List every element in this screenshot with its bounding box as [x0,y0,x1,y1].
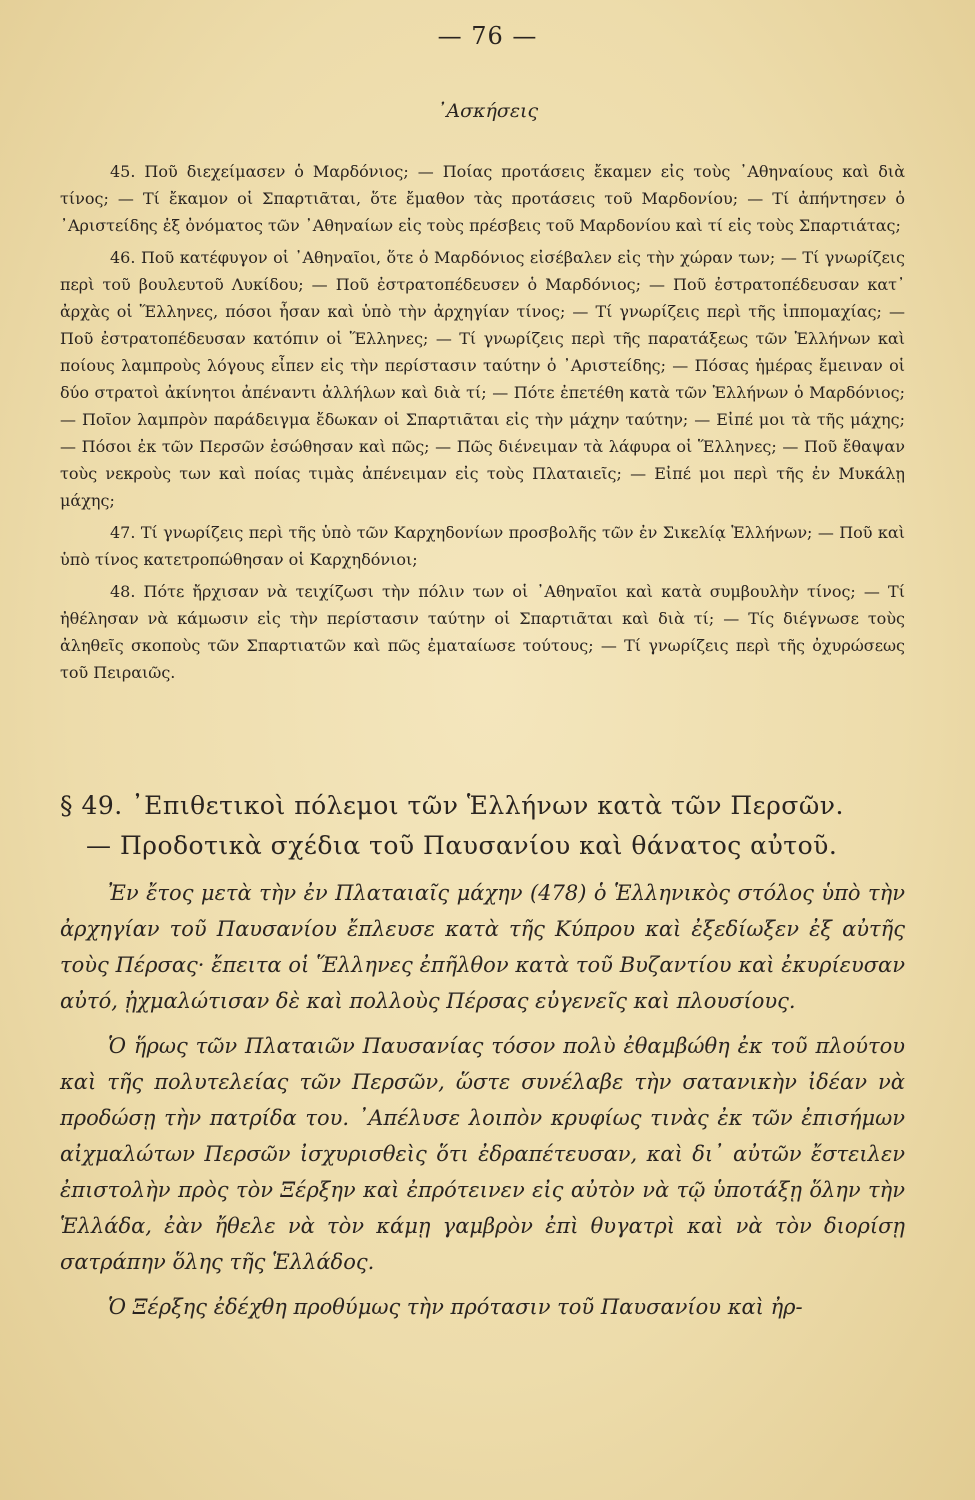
exercise-item: 48. Πότε ἤρχισαν νὰ τειχίζωσι τὴν πόλιν των οἱ ᾿Αθηναῖοι καὶ κατὰ συμβουλὴν τίνος; — Τί ἠθέλησαν νὰ κάμωσιν εἰς τὴν περίστασιν ταύτην οἱ Σπαρτιᾶται καὶ διὰ τί; — Τίς διέγνωσε τοὺς ἀληθεῖς σκοποὺς τῶν Σπαρτιατῶν καὶ πῶς ἐματαίωσε τούτους; — Τί γνωρίζεις περὶ τῆς ὀχυρώσεως τοῦ Πειραιῶς. [60,582,905,682]
paragraph: Ἐν ἔτος μετὰ τὴν ἐν Πλαταιαῖς μάχην (478) ὁ Ἑλληνικὸς στόλος ὑπὸ τὴν ἀρχηγίαν τοῦ Παυσανίου ἔπλευσε κατὰ τῆς Κύπρου καὶ ἐξεδίωξεν ἐξ αὐτῆς τοὺς Πέρσας· ἔπειτα οἱ Ἕλληνες ἐπῆλθον κατὰ τοῦ Βυζαντίου καὶ ἐκυρίευσαν αὐτό, ᾐχμαλώτισαν δὲ καὶ πολλοὺς Πέρσας εὐγενεῖς καὶ πλουσίους. [60,881,905,1013]
page-number: — 76 — [437,22,538,50]
exercises-heading: ᾿Ασκήσεις [436,100,539,122]
chapter-title-line-1: § 49. ᾿Επιθετικοὶ πόλεμοι τῶν Ἑλλήνων κατὰ τῶν Περσῶν. [60,791,844,820]
exercise-item: 46. Ποῦ κατέφυγον οἱ ᾿Αθηναῖοι, ὅτε ὁ Μαρδόνιος εἰσέβαλεν εἰς τὴν χώραν των; — Τί γνωρίζεις περὶ τοῦ βουλευτοῦ Λυκίδου; — Ποῦ ἐστρατοπέδευσεν ὁ Μαρδόνιος; — Ποῦ ἐστρατοπέδευσαν κατ᾿ ἀρχὰς οἱ Ἕλληνες, πόσοι ἦσαν καὶ ὑπὸ τὴν ἀρχηγίαν τίνος; — Τί γνωρίζεις περὶ τῆς ἱππομαχίας; — Ποῦ ἐστρατοπέδευσαν κατόπιν οἱ Ἕλληνες; — Τί γνωρίζεις περὶ τῆς παρατάξεως τῶν Ἑλλήνων καὶ ποίους λαμπροὺς λόγους εἶπεν εἰς τὴν περίστασιν ταύτην ὁ ᾿Αριστείδης; — Πόσας ἡμέρας ἔμειναν οἱ δύο στρατοὶ ἀκίνητοι ἀπέναντι ἀλλήλων καὶ διὰ τί; — Πότε ἐπετέθη κατὰ τῶν Ἑλλήνων ὁ Μαρδόνιος; — Ποῖον λαμπρὸν παράδειγμα ἔδωκαν οἱ Σπαρτιᾶται εἰς τὴν μάχην ταύτην; — Εἰπέ μοι τὰ τῆς μάχης; — Πόσοι ἐκ τῶν Περσῶν ἐσώθησαν καὶ πῶς; — Πῶς διένειμαν τὰ λάφυρα οἱ Ἕλληνες; — Ποῦ ἔθαψαν τοὺς νεκροὺς των καὶ ποίας τιμὰς ἀπένειμαν εἰς τοὺς Πλαταιεῖς; — Εἰπέ μοι περὶ τῆς ἐν Μυκάλῃ μάχης; [60,248,905,510]
paragraph: Ὁ ἥρως τῶν Πλαταιῶν Παυσανίας τόσον πολὺ ἐθαμβώθη ἐκ τοῦ πλούτου καὶ τῆς πολυτελείας τῶν Περσῶν, ὥστε συνέλαβε τὴν σατανικὴν ἰδέαν νὰ προδώσῃ τὴν πατρίδα του. ᾿Απέλυσε λοιπὸν κρυφίως τινὰς ἐκ τῶν ἐπισήμων αἰχμαλώτων Περσῶν ἰσχυρισθεὶς ὅτι ἐδραπέτευσαν, καὶ δι᾿ αὐτῶν ἔστειλεν ἐπιστολὴν πρὸς τὸν Ξέρξην καὶ ἐπρότεινεν εἰς αὐτὸν νὰ τῷ ὑποτάξῃ ὅλην τὴν Ἑλλάδα, ἐὰν ἤθελε νὰ τὸν κάμῃ γαμβρὸν ἐπὶ θυγατρὶ καὶ νὰ τὸν διορίσῃ σατράπην ὅλης τῆς Ἑλλάδος. [60,1034,905,1274]
chapter-title [60,786,910,866]
paragraph: Ὁ Ξέρξης ἐδέχθη προθύμως τὴν πρότασιν τοῦ Παυσανίου καὶ ἠρ- [108,1295,803,1319]
exercise-item: 45. Ποῦ διεχείμασεν ὁ Μαρδόνιος; — Ποίας προτάσεις ἔκαμεν εἰς τοὺς ᾿Αθηναίους καὶ διὰ τίνος; — Τί ἔκαμον οἱ Σπαρτιᾶται, ὅτε ἔμαθον τὰς προτάσεις τοῦ Μαρδονίου; — Τί ἀπήντησεν ὁ ᾿Αριστείδης ἐξ ὀνόματος τῶν ᾿Αθηναίων εἰς τοὺς πρέσβεις τοῦ Μαρδονίου καὶ τί εἰς τοὺς Σπαρτιάτας; [60,162,905,235]
exercise-item: 47. Τί γνωρίζεις περὶ τῆς ὑπὸ τῶν Καρχηδονίων προσβολῆς τῶν ἐν Σικελίᾳ Ἑλλήνων; — Ποῦ καὶ ὑπὸ τίνος κατετροπώθησαν οἱ Καρχηδόνιοι; [60,523,905,569]
chapter-title-line-2: — Προδοτικὰ σχέδια τοῦ Παυσανίου καὶ θάνατος αὐτοῦ. [86,831,838,860]
narrative-text [60,875,905,1334]
exercises-block [60,158,905,691]
